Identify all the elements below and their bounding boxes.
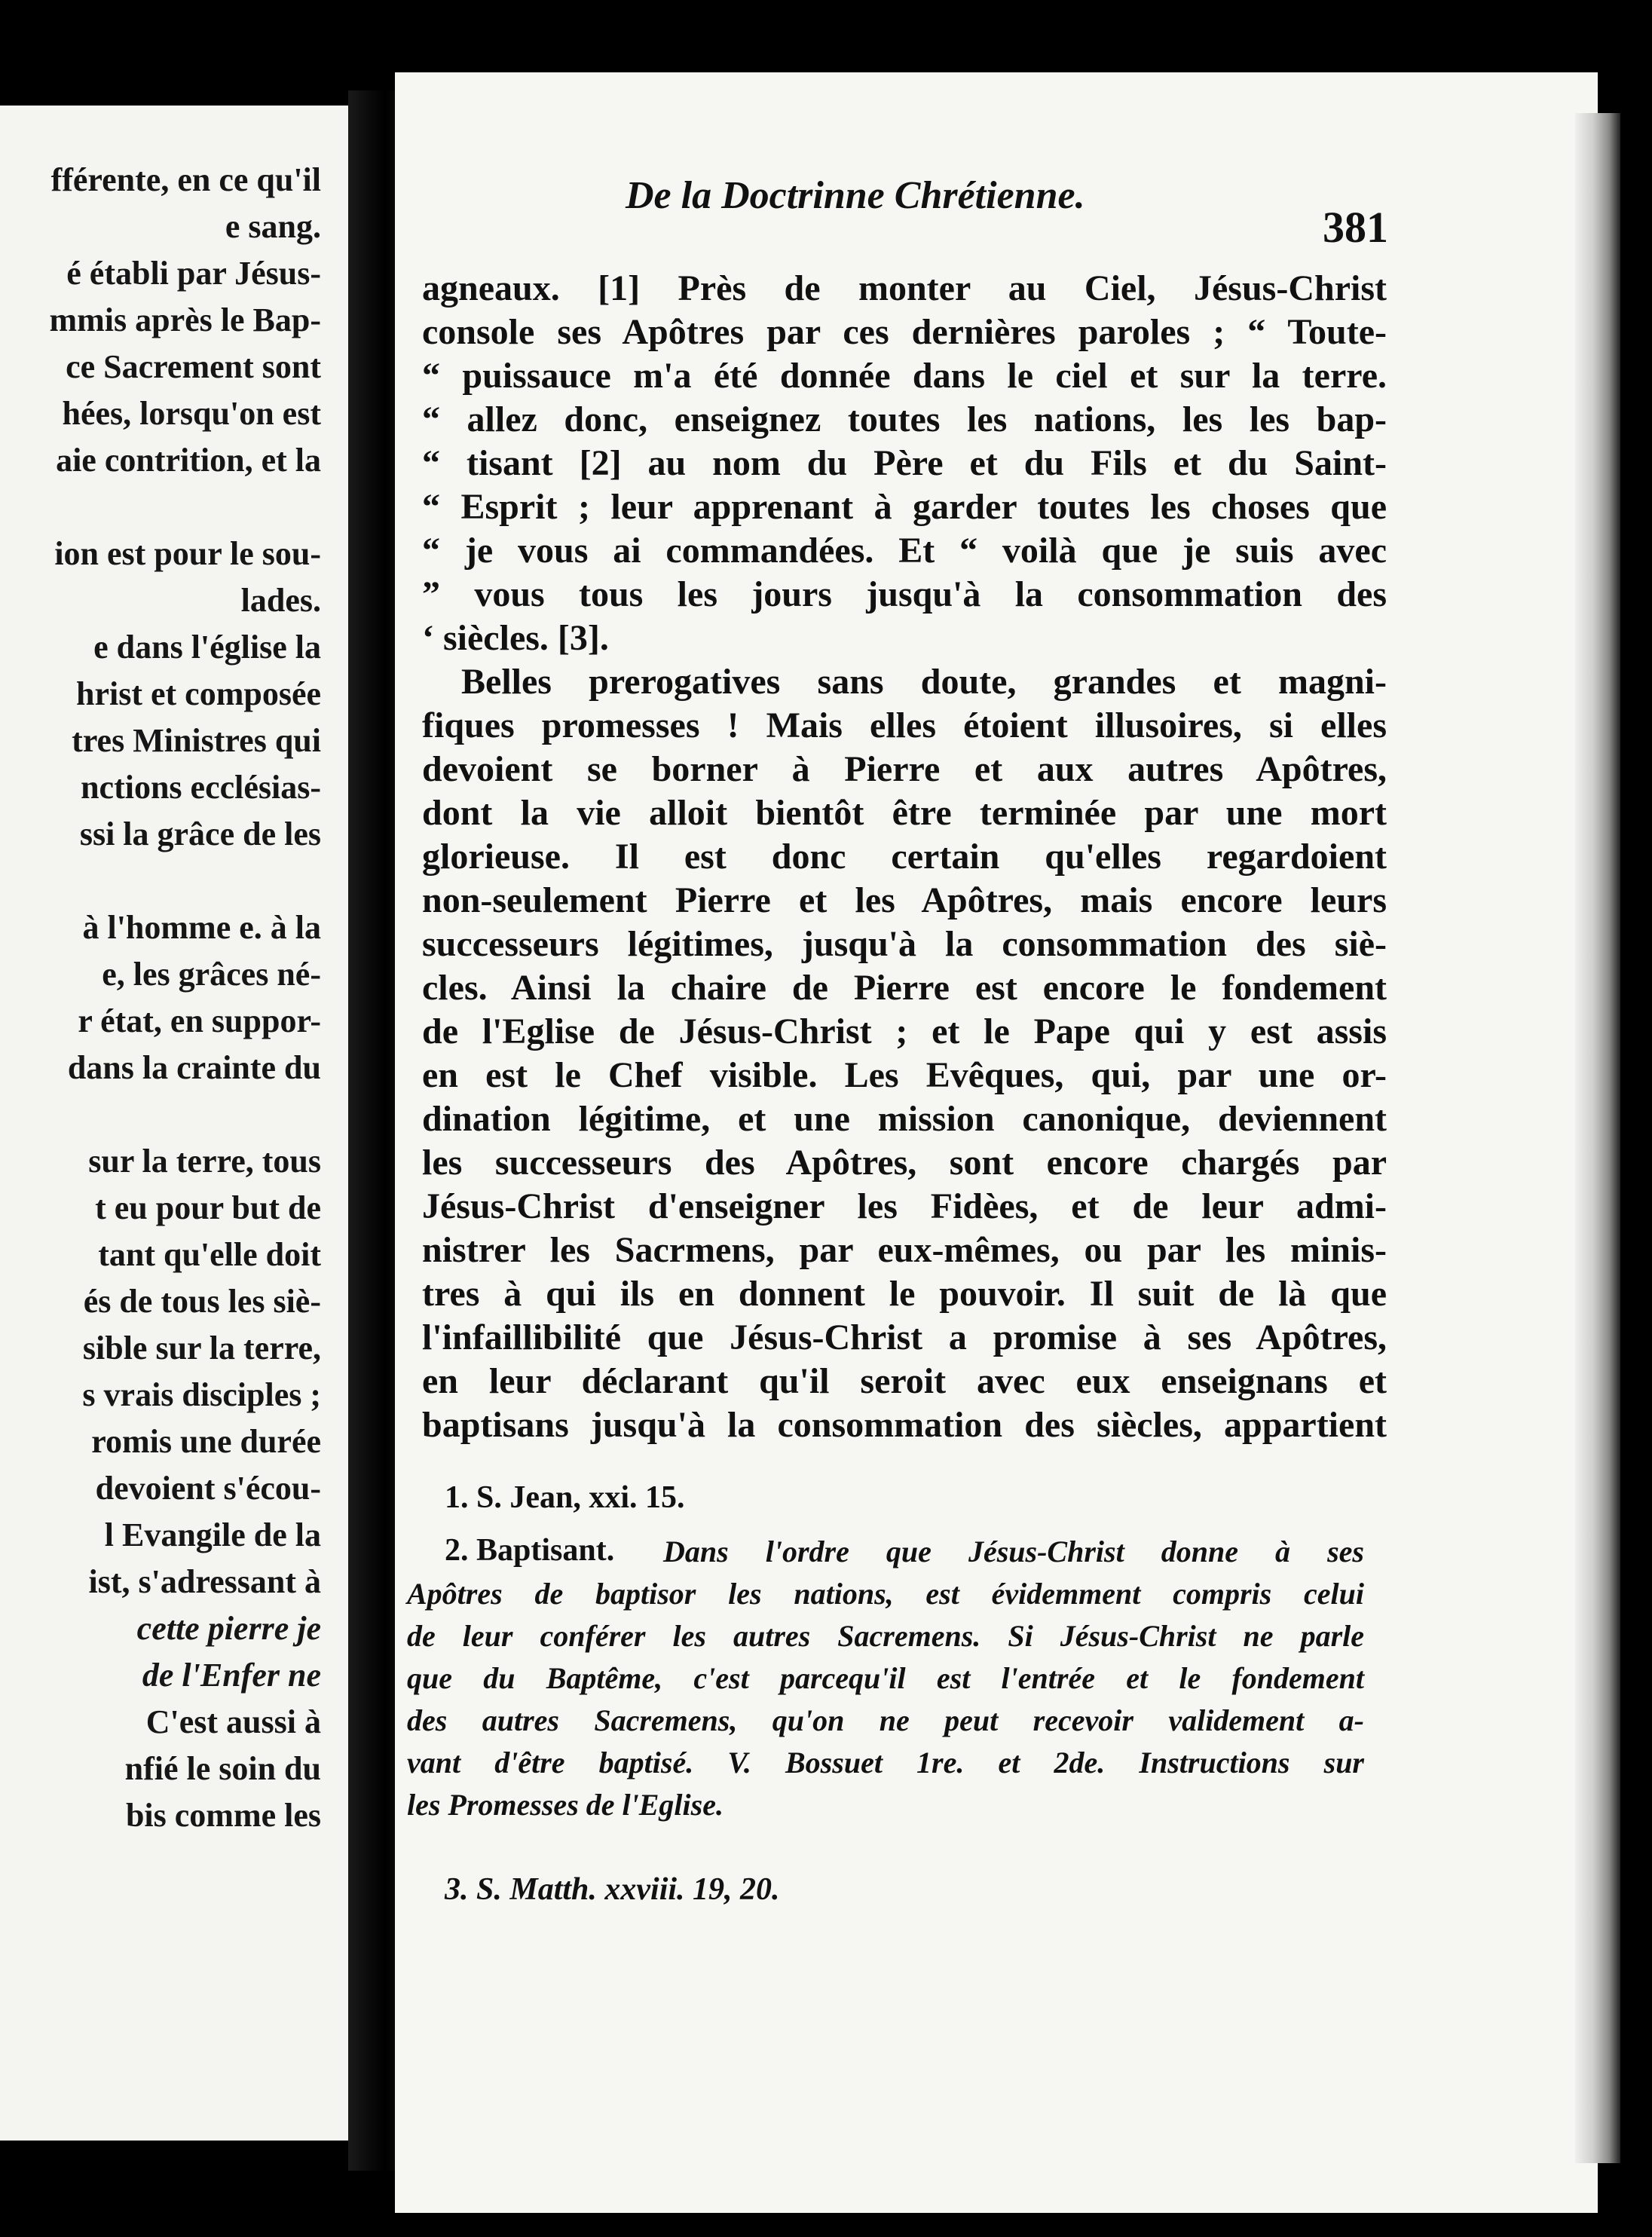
left-page-line: ce Sacrement sont (66, 348, 321, 385)
left-page-line: t eu pour but de (95, 1189, 321, 1226)
footnote-2-line: Dans l'ordre que Jésus-Christ donne à ses (663, 1535, 1364, 1568)
footnote-1: 1. S. Jean, xxi. 15. (445, 1480, 685, 1515)
body-line: de l'Eglise de Jésus-Christ ; et le Pape qui y est assis (422, 1011, 1387, 1051)
body-line: agneaux. [1] Près de monter au Ciel, Jésus-Christ (422, 268, 1387, 308)
left-page-line: é établi par Jésus- (66, 255, 321, 292)
body-line: “ puissauce m'a été donnée dans le ciel et sur la terre. (422, 356, 1387, 396)
left-page-line: e sang. (225, 208, 321, 245)
left-page-line: e, les grâces né- (102, 956, 321, 993)
left-page-line: dans la crainte du (67, 1049, 321, 1086)
left-page-line: nctions ecclésias- (81, 769, 321, 806)
body-line: “ je vous ai commandées. Et “ voilà que je suis avec (422, 531, 1387, 571)
body-line: en leur déclarant qu'il seroit avec eux enseignans et (422, 1361, 1387, 1401)
footnote-2-line: les Promesses de l'Eglise. (407, 1788, 724, 1822)
left-page (0, 106, 348, 2141)
left-page-line: e dans l'église la (93, 629, 321, 666)
left-page-line: aie contrition, et la (56, 442, 321, 479)
left-page-line: lades. (240, 582, 321, 619)
body-line: console ses Apôtres par ces dernières paroles ; “ Toute- (422, 312, 1387, 352)
left-page-line: nfié le soin du (124, 1750, 321, 1787)
left-page-line: de l'Enfer ne (142, 1657, 321, 1694)
left-page-line: ion est pour le sou- (54, 535, 321, 572)
body-line: en est le Chef visible. Les Evêques, qui, par une or- (422, 1055, 1387, 1095)
footnote-2-line: Apôtres de baptisor les nations, est évidemment compris celui (407, 1577, 1364, 1611)
left-page-line: hées, lorsqu'on est (62, 395, 321, 432)
left-page-line: cette pierre je (136, 1610, 321, 1647)
body-line: baptisans jusqu'à la consommation des siècles, appartient (422, 1405, 1387, 1445)
body-line: devoient se borner à Pierre et aux autres Apôtres, (422, 749, 1387, 789)
left-page-line: hrist et composée (75, 675, 321, 712)
left-page-line: ssi la grâce de les (79, 816, 321, 852)
page-edge (1575, 113, 1620, 2163)
left-page-line: à l'homme e. à la (82, 909, 321, 946)
running-head: De la Doctrinne Chrétienne. (626, 174, 1085, 217)
body-line: nistrer les Sacrmens, par eux-mêmes, ou par les minis- (422, 1230, 1387, 1270)
body-line: dination légitime, et une mission canonique, deviennent (422, 1099, 1387, 1139)
body-line: ” vous tous les jours jusqu'à la consommation des (422, 574, 1387, 614)
body-line: “ Esprit ; leur apprenant à garder toutes les choses que (422, 487, 1387, 527)
body-line: dont la vie alloit bientôt être terminée par une mort (422, 793, 1387, 833)
body-line: Belles prerogatives sans doute, grandes et magni- (461, 662, 1387, 702)
left-page-line: r état, en suppor- (78, 1002, 321, 1039)
body-line: Jésus-Christ d'enseigner les Fidèes, et de leur admi- (422, 1186, 1387, 1226)
left-page-line: tant qu'elle doit (98, 1236, 321, 1273)
body-line: ‘ siècles. [3]. (422, 618, 609, 658)
left-page-line: mmis après le Bap- (49, 301, 321, 338)
body-line: glorieuse. Il est donc certain qu'elles regardoient (422, 837, 1387, 877)
body-line: l'infaillibilité que Jésus-Christ a promise à ses Apôtres, (422, 1317, 1387, 1357)
footnote-2-line: des autres Sacremens, qu'on ne peut recevoir validement a- (407, 1703, 1364, 1737)
left-page-line: sible sur la terre, (82, 1330, 321, 1366)
body-line: fiques promesses ! Mais elles étoient illusoires, si elles (422, 705, 1387, 745)
left-page-line: devoient s'écou- (95, 1470, 321, 1507)
body-line: “ allez donc, enseignez toutes les nations, les les bap- (422, 399, 1387, 439)
body-line: successeurs légitimes, jusqu'à la consommation des siè- (422, 924, 1387, 964)
left-page-line: ist, s'adressant à (88, 1563, 321, 1600)
body-line: cles. Ainsi la chaire de Pierre est encore le fondement (422, 968, 1387, 1008)
left-page-line: C'est aussi à (145, 1703, 321, 1740)
left-page-line: bis comme les (125, 1797, 321, 1834)
body-line: les successeurs des Apôtres, sont encore chargés par (422, 1143, 1387, 1183)
footnote-2-head: 2. Baptisant. (445, 1533, 615, 1568)
left-page-line: tres Ministres qui (72, 722, 321, 759)
left-page-line: romis une durée (91, 1423, 321, 1460)
body-line: tres à qui ils en donnent le pouvoir. Il suit de là que (422, 1274, 1387, 1314)
left-page-line: és de tous les siè- (83, 1283, 321, 1320)
footnote-3: 3. S. Matth. xxviii. 19, 20. (445, 1872, 780, 1907)
footnote-2-line: vant d'être baptisé. V. Bossuet 1re. et 2de. Instructions sur (407, 1746, 1364, 1780)
page-number: 381 (1323, 203, 1388, 252)
left-page-line: sur la terre, tous (88, 1143, 321, 1180)
footnote-2-line: que du Baptême, c'est parcequ'il est l'entrée et le fondement (407, 1661, 1364, 1695)
footnote-2-line: de leur conférer les autres Sacremens. Si Jésus-Christ ne parle (407, 1619, 1364, 1653)
left-page-line: s vrais disciples ; (82, 1376, 321, 1413)
body-line: “ tisant [2] au nom du Père et du Fils et du Saint- (422, 443, 1387, 483)
left-page-line: l Evangile de la (104, 1516, 321, 1553)
body-line: non-seulement Pierre et les Apôtres, mais encore leurs (422, 880, 1387, 920)
left-page-line: fférente, en ce qu'il (50, 161, 321, 198)
